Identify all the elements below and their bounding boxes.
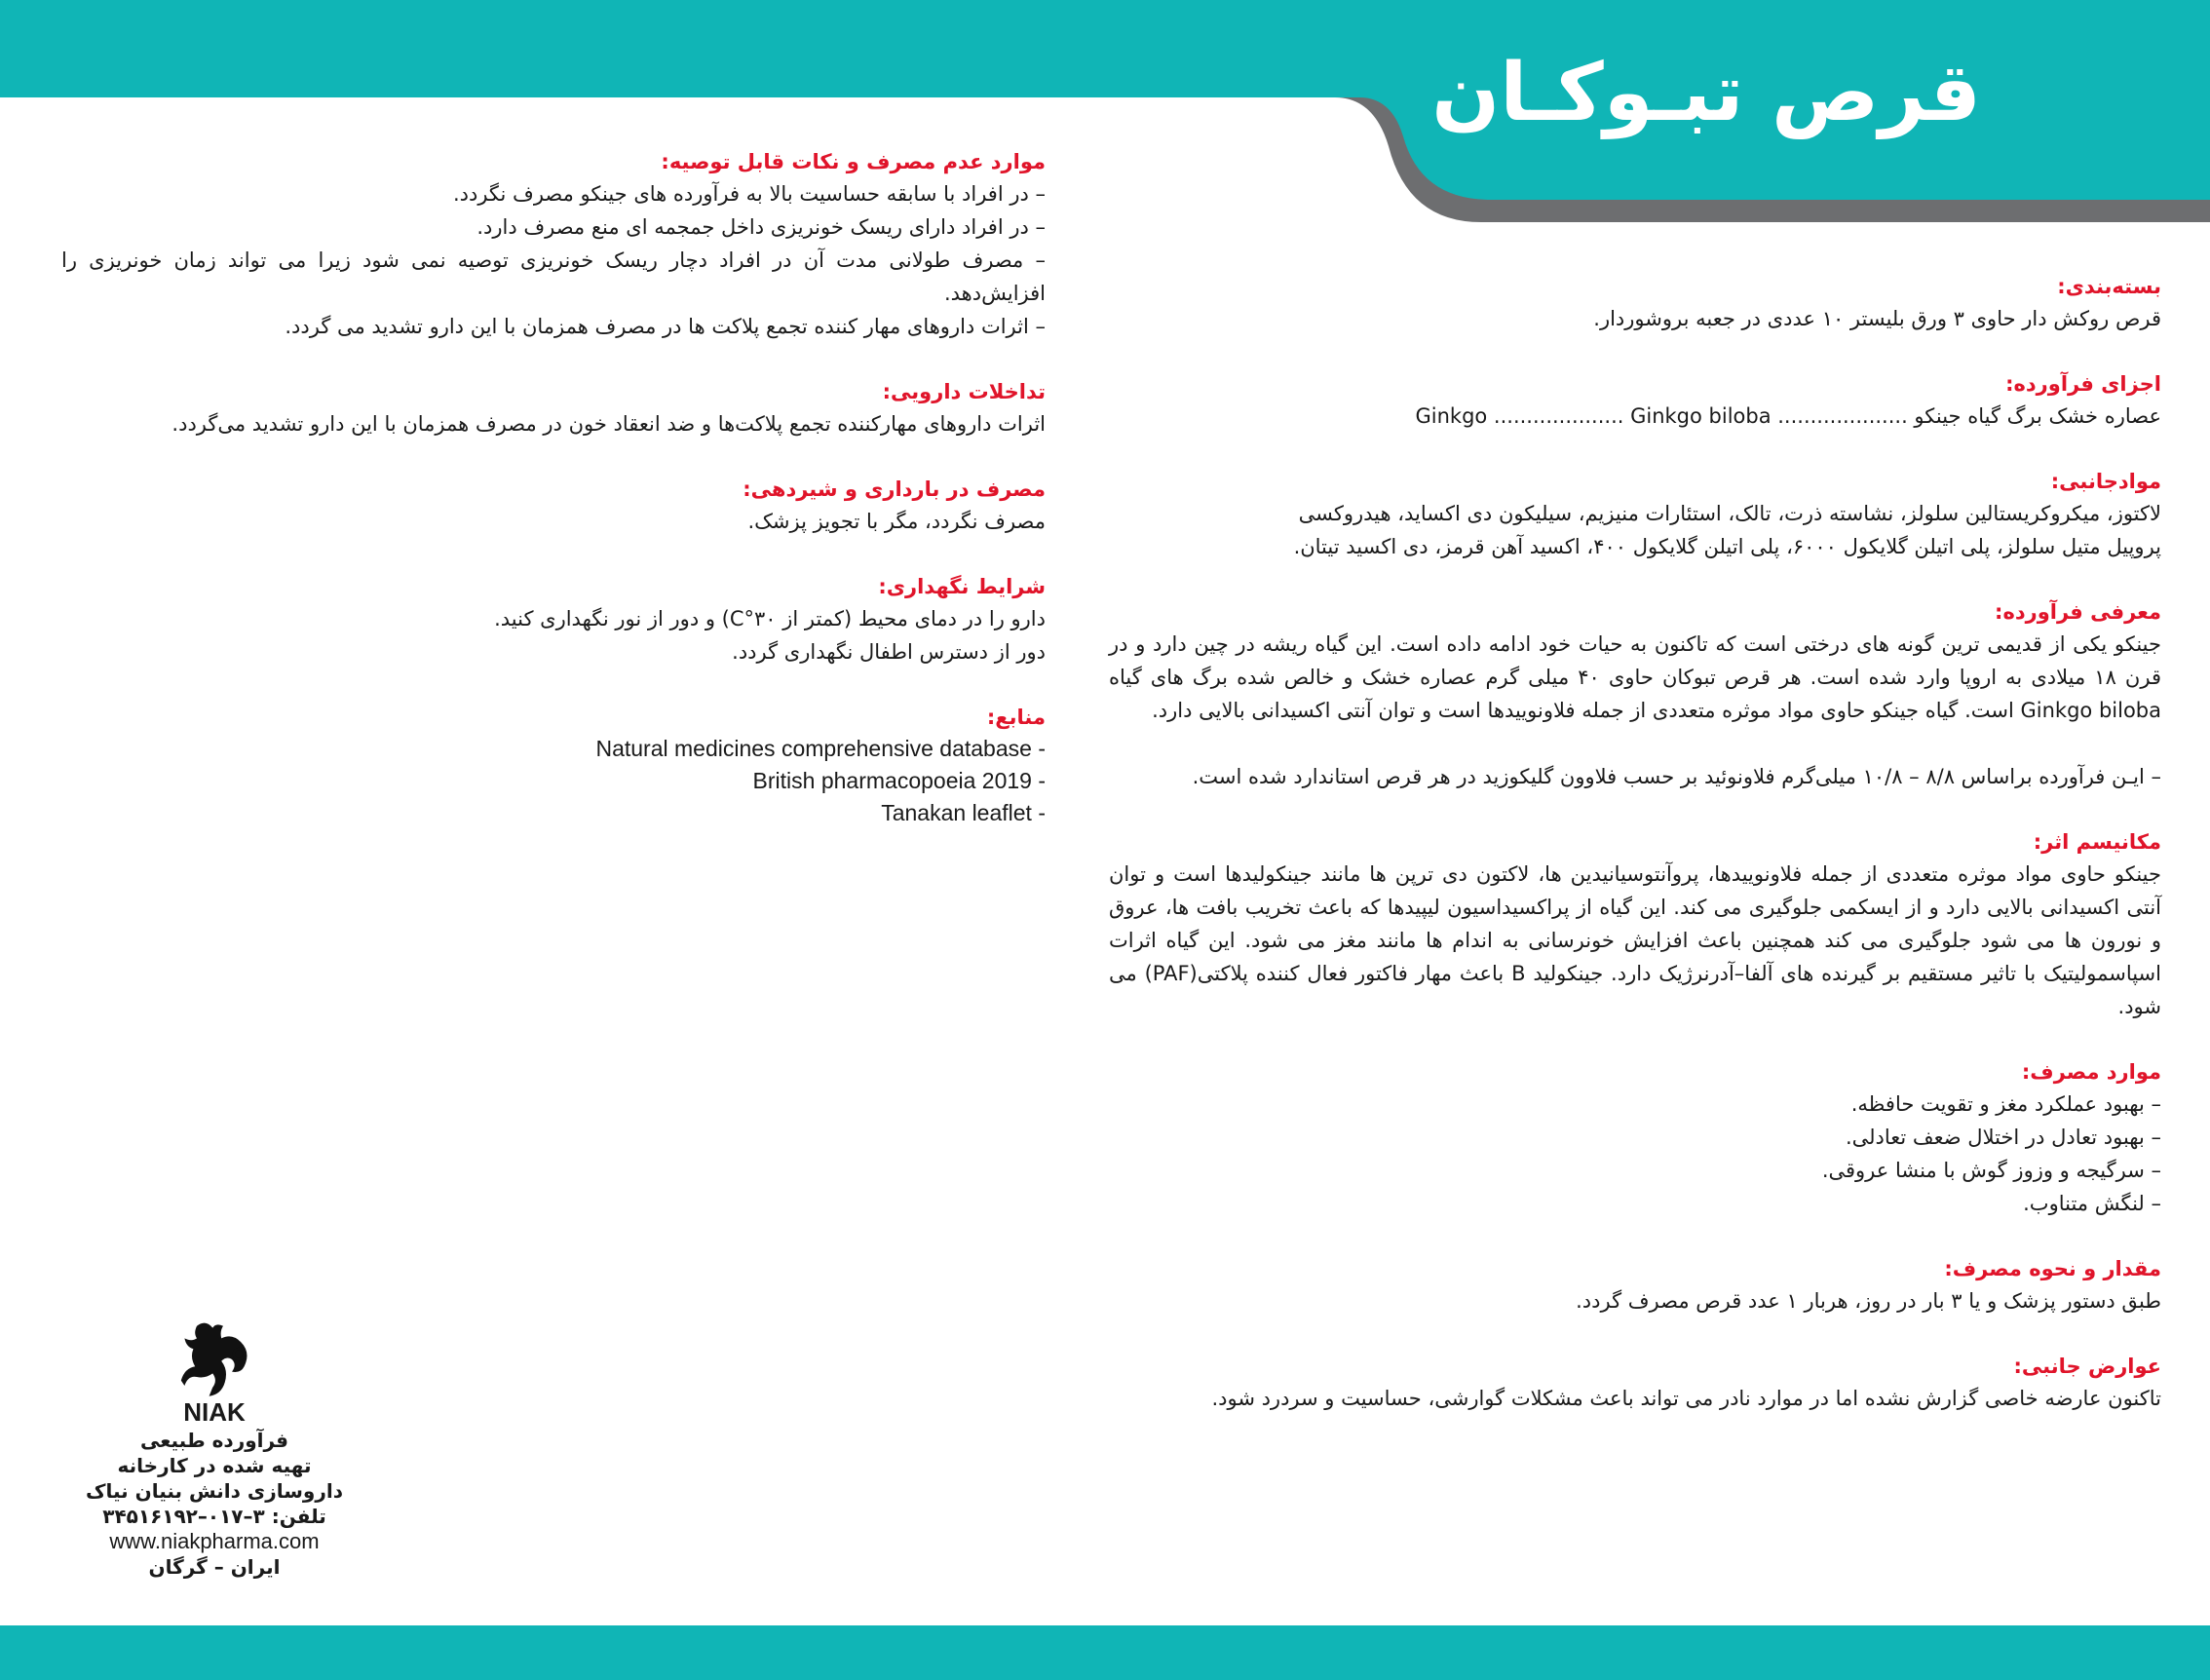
list-item: – لنگش متناوب.: [2023, 1192, 2161, 1215]
packaging-text: قرص روکش دار حاوی ۳ ورق بلیستر ۱۰ عددی در جعبه بروشوردار.: [1593, 307, 2161, 330]
reference-item: Tanakan leaflet -: [881, 800, 1046, 825]
side-effects-text: تاکنون عارضه خاصی گزارش نشده اما در موارد نادر می تواند باعث مشکلات گوارشی، حساسیت و سردرد شود.: [1211, 1387, 2161, 1410]
list-item: – اثرات داروهای مهار کننده تجمع پلاکت ها در مصرف همزمان با این دارو تشدید می گردد.: [285, 315, 1046, 338]
brand-name: NIAK: [183, 1397, 246, 1427]
company-website: www.niakpharma.com: [109, 1529, 320, 1553]
storage-heading: شرایط نگهداری:: [878, 575, 1046, 598]
side-effects-section: [1109, 1351, 2161, 1415]
interactions-heading: تداخلات دارویی:: [882, 380, 1046, 403]
indications-section: [1109, 1056, 2161, 1220]
mechanism-section: [1109, 826, 2161, 1023]
packaging-section: [1109, 271, 2161, 335]
pregnancy-text: مصرف نگردد، مگر با تجویز پزشک.: [747, 510, 1046, 533]
company-block: [68, 1316, 361, 1580]
left-column: [61, 146, 1046, 862]
indications-heading: موارد مصرف:: [2021, 1060, 2161, 1084]
excipients-line-2: پروپیل متیل سلولز، پلی اتیلن گلایکول ۶۰۰۰، پلی اتیلن گلایکول ۴۰۰، اکسید آهن قرمز، دی اکسید تیتان.: [1293, 535, 2161, 558]
company-line: داروسازی دانش بنیان نیاک: [86, 1479, 343, 1503]
intro-heading: معرفی فرآورده:: [1995, 600, 2161, 624]
contraindications-section: [61, 146, 1046, 343]
mechanism-paragraph: جینکو حاوی مواد موثره متعددی از جمله فلاونوییدها، پروآنتوسیانیدین ها، لاکتون دی ترپن ها مانند جینکولیدها است و توان آنتی اکسیدانی بالایی دارد و از ایسکمی جلوگیری می کند. این گیاه از پراکسیداسیون لیپیدها که باعث تخریب بافت ها، عروق و نورون ها می شود جلوگیری می کند همچنین باعث افزایش خونرسانی به اندام ها مانند مغز می شود. این گیاه اثرات اسپاسمولیتیک با تاثیر مستقیم بر گیرنده های آلفا–آدرنرژیک دارد. جینکولید B باعث مهار فاکتور فعال کننده پلاکتی(PAF) می شود.: [1109, 862, 2161, 1018]
references-section: [61, 702, 1046, 829]
packaging-heading: بسته‌بندی:: [2057, 275, 2161, 298]
ingredients-heading: اجزای فرآورده:: [2005, 372, 2161, 396]
dosage-text: طبق دستور پزشک و یا ۳ بار در روز، هربار ۱ عدد قرص مصرف گردد.: [1576, 1289, 2161, 1313]
contraindications-heading: موارد عدم مصرف و نکات قابل توصیه:: [661, 150, 1046, 173]
dosage-section: [1109, 1253, 2161, 1317]
intro-standard-note: – ایـن فرآورده براساس ۸/۸ – ۱۰/۸ میلی‌گرم فلاونوئید بر حسب فلاوون گلیکوزید در هر قرص استاندارد شده است.: [1192, 765, 2161, 788]
footer-bar: [0, 1625, 2210, 1680]
niak-horse-logo-icon: [171, 1316, 258, 1403]
page-title: قرص تبـوکـان: [1431, 47, 1981, 139]
list-item: – در افراد دارای ریسک خونریزی داخل جمجمه ای منع مصرف دارد.: [476, 215, 1046, 239]
intro-section: [1109, 596, 2161, 793]
company-line: فرآورده طبیعی: [139, 1429, 289, 1452]
interactions-section: [61, 376, 1046, 440]
right-column: [1109, 271, 2161, 1448]
side-effects-heading: عوارض جانبی:: [2013, 1355, 2161, 1378]
storage-section: [61, 571, 1046, 668]
list-item: – در افراد با سابقه حساسیت بالا به فرآورده های جینکو مصرف نگردد.: [452, 182, 1046, 206]
storage-line-1: دارو را در دمای محیط (کمتر از ۳۰°C) و دور از نور نگهداری کنید.: [494, 607, 1046, 630]
list-item: – بهبود عملکرد مغز و تقویت حافظه.: [1850, 1092, 2161, 1116]
list-item: – مصرف طولانی مدت آن در افراد دچار ریسک خونریزی توصیه نمی شود زیرا می تواند زمان خونریزی را افزایش‌دهد.: [61, 248, 1046, 305]
ingredients-section: [1109, 368, 2161, 433]
excipients-section: [1109, 466, 2161, 563]
company-line: تهیه شده در کارخانه: [117, 1454, 312, 1477]
list-item: – سرگیجه و وزوز گوش با منشا عروقی.: [1821, 1159, 2161, 1182]
company-phone: تلفن: ۳–۰۱۷–۳۴۵۱۶۱۹۲: [102, 1505, 326, 1528]
excipients-line-1: لاکتوز، میکروکریستالین سلولز، نشاسته ذرت، تالک، استئارات منیزیم، سیلیکون دی اکساید، هیدروکسی: [1298, 502, 2161, 525]
dosage-heading: مقدار و نحوه مصرف:: [1944, 1257, 2161, 1280]
pregnancy-section: [61, 474, 1046, 538]
pregnancy-heading: مصرف در بارداری و شیردهی:: [743, 477, 1046, 501]
mechanism-heading: مکانیسم اثر:: [2033, 830, 2161, 854]
storage-line-2: دور از دسترس اطفال نگهداری گردد.: [732, 640, 1046, 664]
company-location: ایران – گرگان: [148, 1555, 281, 1579]
intro-paragraph: جینکو یکی از قدیمی ترین گونه های درختی است که تاکنون به حیات خود ادامه داده است. این گیاه ریشه در چین دارد و در قرن ۱۸ میلادی به اروپا وارد شده است. هر قرص تبوکان حاوی ۴۰ میلی گرم عصاره خشک و خالص شده برگ های گیاه Ginkgo biloba است. گیاه جینکو حاوی مواد موثره متعددی از جمله فلاونوییدها است و توان آنتی اکسیدانی بالایی دارد.: [1109, 632, 2161, 722]
reference-item: British pharmacopoeia 2019 -: [752, 768, 1046, 793]
references-heading: منابع:: [986, 706, 1046, 729]
excipients-heading: موادجانبی:: [2050, 470, 2161, 493]
interactions-text: اثرات داروهای مهارکننده تجمع پلاکت‌ها و ضد انعقاد خون در مصرف همزمان با این دارو تشدید می‌گردد.: [171, 412, 1046, 436]
list-item: – بهبود تعادل در اختلال ضعف تعادلی.: [1845, 1126, 2161, 1149]
ingredients-text: عصاره خشک برگ گیاه جینکو .................... Ginkgo .................... Ginkgo biloba: [1415, 404, 2161, 428]
reference-item: Natural medicines comprehensive database -: [595, 736, 1046, 761]
